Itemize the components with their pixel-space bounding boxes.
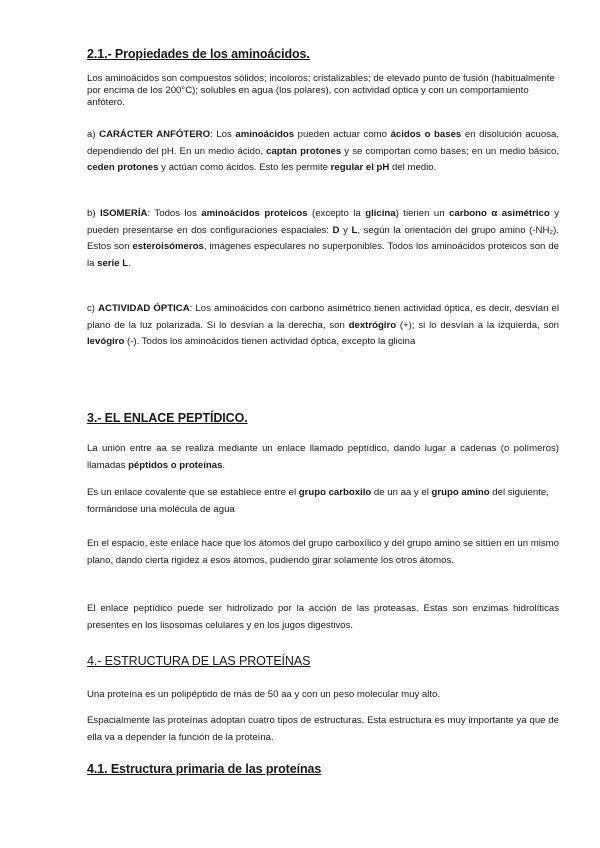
- s21-intro-paragraph: Los aminoácidos son compuestos sólidos; incoloros; cristalizables; de elevado punto de fusión (habitualmente por encima de los 200°C); solubles en agua (los polares), con actividad óptica y con un comportamiento anfótero.: [87, 73, 555, 108]
- proteinas-paragraph-2: Espacialmente las proteínas adoptan cuatro tipos de estructuras. Esta estructura es muy importante ya que de ella va a depender la función de la proteína.: [87, 715, 559, 743]
- isomeria-paragraph: b) ISOMERÍA: Todos los aminoácidos proteicos (excepto la glicina) tienen un carbono α asimétrico y pueden presentarse en dos configuraciones espaciales: D y L, según la orientación del grupo amino (-NH₂). Estos son esteroisómeros, imágenes especulares no superponibles. Todos los aminoácidos proteicos son de la serie L.: [87, 208, 560, 269]
- enlace-paragraph-4: El enlace peptídico puede ser hidrolizado por la acción de las proteasas. Estas son enzimas hidrolíticas presentes en los lisosomas celulares y en los jugos digestivos.: [87, 603, 559, 631]
- section-2-1-heading: 2.1.- Propiedades de los aminoácidos.: [87, 47, 310, 61]
- section-4-1-heading: 4.1. Estructura primaria de las proteínas: [87, 762, 322, 776]
- section-3-heading: 3.- EL ENLACE PEPTÍDICO.: [87, 411, 248, 425]
- enlace-paragraph-2: Es un enlace covalente que se establece entre el grupo carboxilo de un aa y el grupo amino del siguiente, formándose una molécula de agua: [87, 487, 549, 515]
- section-4-heading: 4.- ESTRUCTURA DE LAS PROTEÍNAS: [87, 654, 311, 668]
- enlace-paragraph-3: En el espacio, este enlace hace que los átomos del grupo carboxílico y del grupo amino se sitúen en un mismo plano, dando cierta rigidez a esos átomos, pudiendo girar solamente los otros átomos.: [87, 538, 559, 566]
- actividad-optica-paragraph: c) ACTIVIDAD ÓPTICA: Los aminoácidos con carbono asimétrico tienen actividad óptica, es decir, desvían el plano de la luz polarizada. Si lo desvían a la derecha, son dextrógiro (+); si lo desvían a la izquierda, son levógiro (-). Todos los aminoácidos tienen actividad óptica, excepto la glicina: [87, 303, 560, 347]
- proteinas-paragraph-1: Una proteína es un polipéptido de más de 50 aa y con un peso molecular muy alto.: [87, 689, 441, 700]
- caracter-anfotero-paragraph: a) CARÁCTER ANFÓTERO: Los aminoácidos pueden actuar como ácidos o bases en disolución acuosa, dependiendo del pH. En un medio ácido, captan protones y se comportan como bases; en un medio básico, ceden protones y actúan como ácidos. Esto les permite regular el pH del medio.: [87, 129, 560, 173]
- enlace-paragraph-1: La unión entre aa se realiza mediante un enlace llamado peptídico, dando lugar a cadenas (o polímeros) llamadas péptidos o proteínas.: [87, 443, 559, 471]
